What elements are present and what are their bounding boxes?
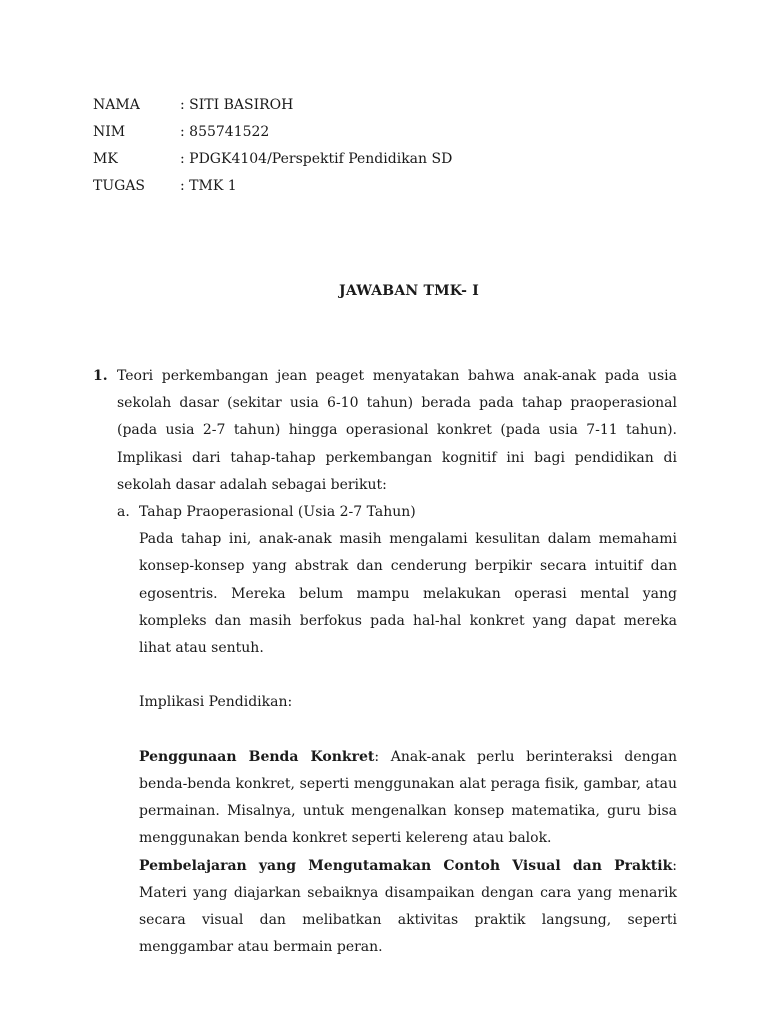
point-1-heading: Penggunaan Benda Konkret xyxy=(139,748,375,765)
item-intro-paragraph: Teori perkembangan jean peaget menyatakan bahwa anak-anak pada usia sekolah dasar (sekitar usia 6-10 tahun) berada pada tahap praoperasional (pada usia 2-7 tahun) hingga operasional konkret (pada usia 7-11 tahun). Implikasi dari tahap-tahap perkembangan kognitif ini bagi pendidikan di sekolah dasar adalah sebagai berikut: xyxy=(117,368,677,493)
answer-content xyxy=(93,363,677,961)
point-2-text: : Materi yang diajarkan sebaiknya disampaikan dengan cara yang menarik secara visual dan melibatkan aktivitas praktik langsung, seperti menggambar atau bermain peran. xyxy=(139,857,677,956)
implications-label: Implikasi Pendidikan: xyxy=(139,694,293,711)
item-number: 1. xyxy=(93,368,108,384)
info-row-tugas xyxy=(93,173,452,200)
point-1-text: : Anak-anak perlu berinteraksi dengan benda-benda konkret, seperti menggunakan alat peraga fisik, gambar, atau permainan. Misalnya, untuk mengenalkan konsep matematika, guru bisa menggunakan benda konkret seperti kelereng atau balok. xyxy=(139,748,677,847)
info-value: : 855741522 xyxy=(180,124,270,140)
sub-item-paragraph: Pada tahap ini, anak-anak masih mengalami kesulitan dalam memahami konsep-konsep yang abstrak dan cenderung berpikir secara intuitif dan egosentris. Mereka belum mampu melakukan operasi mental yang kompleks dan masih berfokus pada hal-hal konkret yang dapat mereka lihat atau sentuh. xyxy=(139,531,677,657)
info-value: : SITI BASIROH xyxy=(180,97,294,113)
sub-item-letter: a. xyxy=(117,504,130,521)
info-label: MK xyxy=(93,151,118,167)
document-title: JAWABAN TMK- I xyxy=(339,283,479,299)
info-value: : TMK 1 xyxy=(180,178,237,194)
implication-point-1 xyxy=(139,744,677,853)
spacer xyxy=(139,717,677,744)
sub-item-body xyxy=(139,499,677,961)
item-body xyxy=(117,363,677,961)
spacer xyxy=(139,662,677,689)
implication-point-2 xyxy=(139,853,677,962)
info-label: NAMA xyxy=(93,97,140,113)
point-2-heading: Pembelajaran yang Mengutamakan Contoh Visual dan Praktik xyxy=(139,857,673,874)
info-row-mk xyxy=(93,146,452,173)
student-info xyxy=(93,92,452,200)
info-label: TUGAS xyxy=(93,178,146,194)
info-label: NIM xyxy=(93,124,126,140)
info-value: : PDGK4104/Perspektif Pendidikan SD xyxy=(180,151,453,167)
info-row-nim xyxy=(93,119,452,146)
info-row-nama xyxy=(93,92,452,119)
answer-item-1 xyxy=(93,363,677,961)
sub-item-heading: Tahap Praoperasional (Usia 2-7 Tahun) xyxy=(139,504,416,521)
sub-item-a xyxy=(117,499,677,961)
